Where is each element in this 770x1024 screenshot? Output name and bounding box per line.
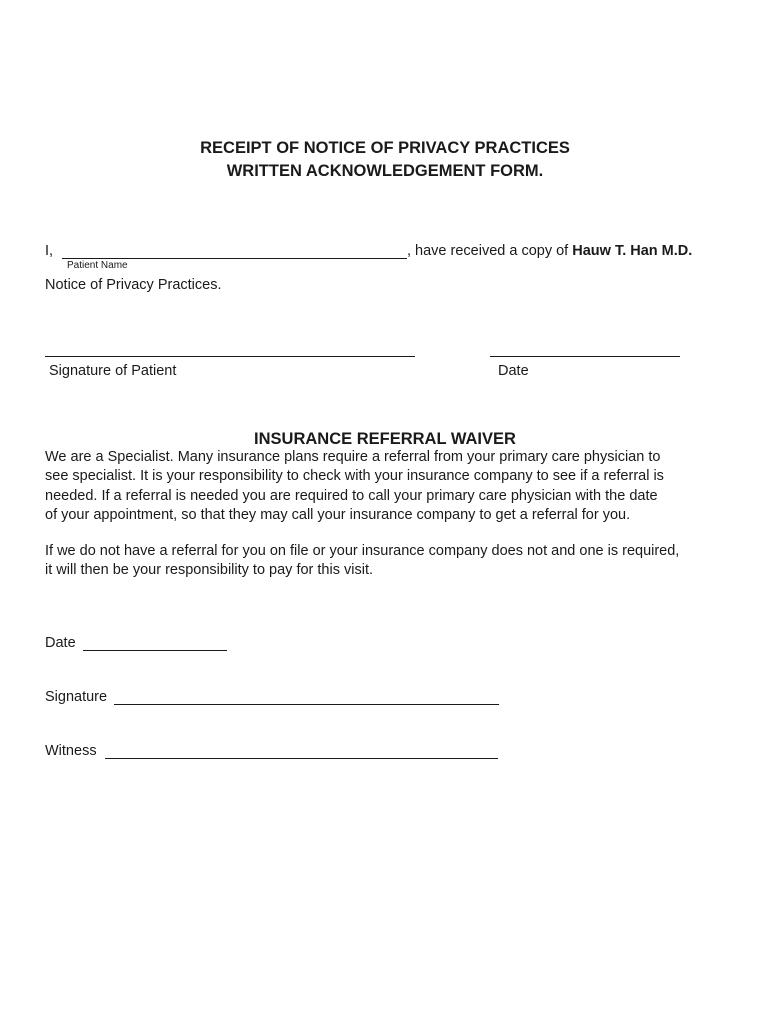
patient-signature-field[interactable]: [45, 356, 415, 357]
waiver-paragraph-1: [45, 448, 735, 525]
patient-date-label: Date: [498, 363, 529, 379]
waiver-title: INSURANCE REFERRAL WAIVER: [254, 430, 516, 448]
signature-of-patient-label: Signature of Patient: [49, 363, 177, 379]
waiver-p1-line: We are a Specialist. Many insurance plans require a referral from your primary care physician to: [45, 449, 661, 465]
received-text: , have received a copy of: [407, 243, 569, 259]
patient-name-field[interactable]: [62, 258, 407, 259]
form-title-line1: RECEIPT OF NOTICE OF PRIVACY PRACTICES: [200, 139, 570, 157]
waiver-date-field[interactable]: [83, 650, 227, 651]
waiver-date-label: Date: [45, 635, 76, 651]
waiver-p1-line: see specialist. It is your responsibility to check with your insurance company to see if a referral is: [45, 468, 664, 485]
waiver-p1-line: of your appointment, so that they may call your insurance company to get a referral for you.: [45, 506, 631, 523]
lead-text: I,: [45, 243, 54, 259]
received-copy-text: [407, 242, 692, 260]
waiver-paragraph-2: [45, 542, 735, 581]
waiver-p1-line: needed. If a referral is needed you are required to call your primary care physician with the date: [45, 487, 658, 504]
patient-date-field[interactable]: [490, 356, 680, 357]
waiver-signature-label: Signature: [45, 689, 108, 705]
waiver-signature-field[interactable]: [114, 704, 499, 705]
waiver-witness-field[interactable]: [105, 758, 498, 759]
waiver-p2-line: it will then be your responsibility to pay for this visit.: [45, 562, 373, 579]
waiver-witness-label: Witness: [45, 743, 97, 759]
notice-text: Notice of Privacy Practices.: [45, 277, 222, 293]
form-title-line2: WRITTEN ACKNOWLEDGEMENT FORM.: [226, 162, 544, 180]
doctor-name: Hauw T. Han M.D.: [572, 243, 693, 259]
patient-name-caption: Patient Name: [67, 260, 128, 271]
waiver-p2-line: If we do not have a referral for you on file or your insurance company does not and one is required,: [45, 543, 680, 559]
